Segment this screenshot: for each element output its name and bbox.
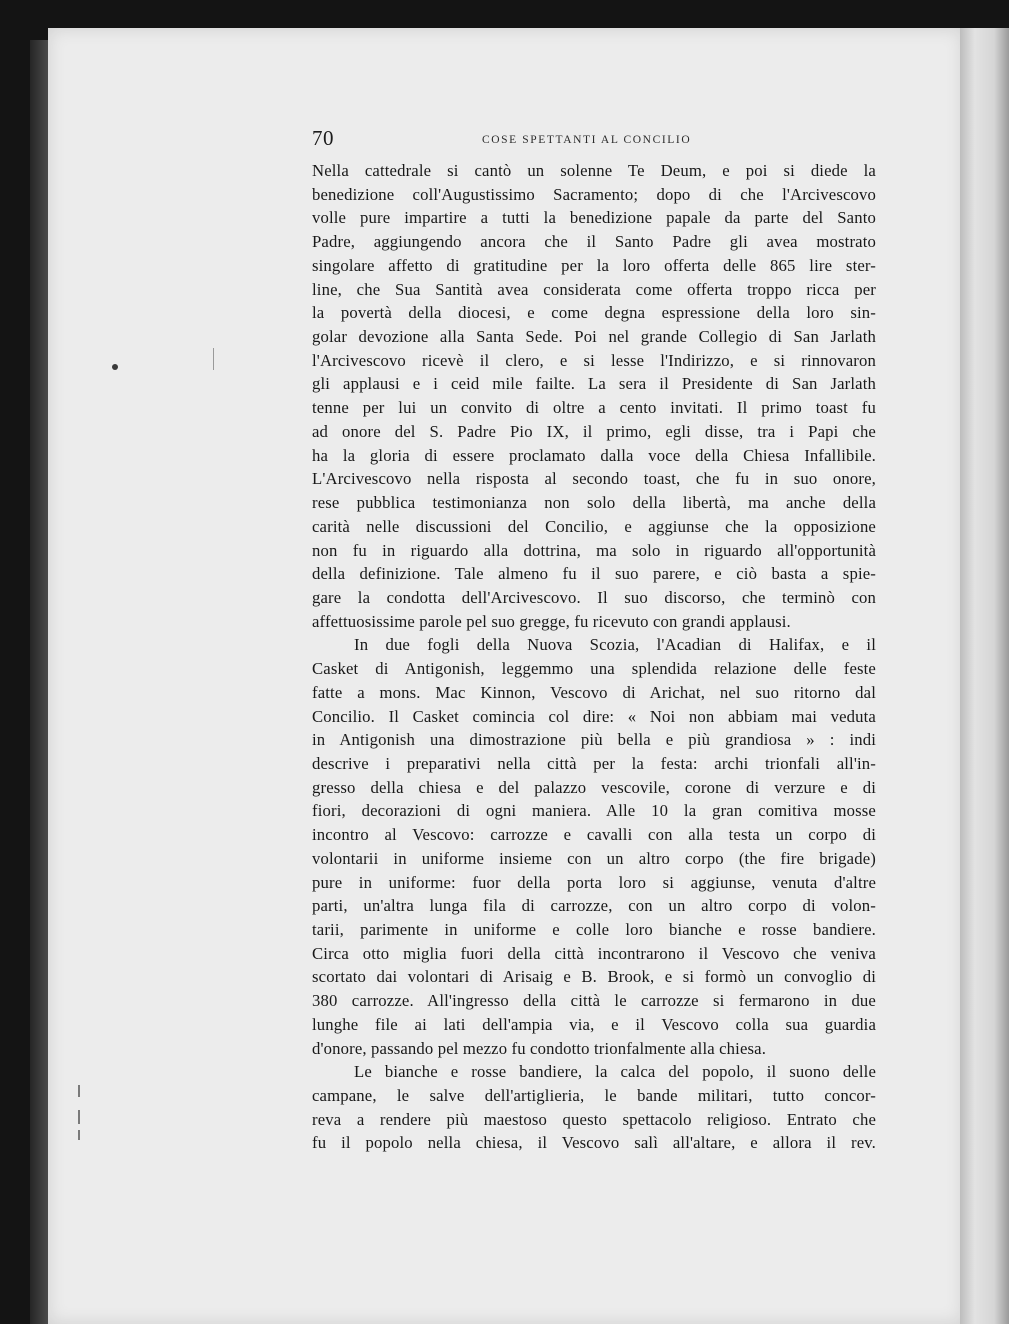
scan-speck bbox=[78, 1130, 80, 1140]
text-line: gare la condotta dell'Arcivescovo. Il suo discorso, che terminò con bbox=[312, 587, 876, 607]
text-line: affettuosissime parole pel suo gregge, fu ricevuto con grandi applausi. bbox=[312, 611, 791, 631]
scan-speck bbox=[213, 348, 214, 370]
text-line: tenne per lui un convito di oltre a cento invitati. Il primo toast fu bbox=[312, 398, 876, 418]
text-line: ha la gloria di essere proclamato dalla voce della Chiesa Infallibile. bbox=[312, 445, 876, 465]
text-line: descrive i preparativi nella città per la festa: archi trionfali all'in- bbox=[312, 753, 876, 773]
text-line: benedizione coll'Augustissimo Sacramento; dopo di che l'Arcivescovo bbox=[312, 184, 876, 204]
text-line: pure in uniforme: fuor della porta loro si aggiunse, venuta d'altre bbox=[312, 872, 876, 892]
body-text bbox=[312, 159, 876, 1155]
text-line: gli applausi e i ceid mile failte. La sera il Presidente di San Jarlath bbox=[312, 374, 876, 394]
text-line: Casket di Antigonish, leggemmo una splendida relazione delle feste bbox=[312, 659, 876, 679]
text-line: reva a rendere più maestoso questo spettacolo religioso. Entrato che bbox=[312, 1109, 876, 1129]
text-line: scortato dai volontari di Arisaig e B. Brook, e si formò un convoglio di bbox=[312, 967, 876, 987]
scan-speck bbox=[112, 364, 118, 370]
text-line: parti, un'altra lunga fila di carrozze, con un altro corpo di volon- bbox=[312, 896, 876, 916]
scan-speck bbox=[78, 1085, 80, 1097]
page-edge bbox=[960, 28, 1009, 1324]
text-line: campane, le salve dell'artiglieria, le bande militari, tutto concor- bbox=[312, 1086, 876, 1106]
text-line: d'onore, passando pel mezzo fu condotto trionfalmente alla chiesa. bbox=[312, 1038, 767, 1058]
page-number: 70 bbox=[312, 126, 334, 150]
text-line: fiori, decorazioni di ogni maniera. Alle 10 la gran comitiva mosse bbox=[312, 801, 876, 821]
text-line: in Antigonish una dimostrazione più bella e più grandiosa » : indi bbox=[312, 730, 876, 750]
text-line: lunghe file ai lati dell'ampia via, e il Vescovo colla sua guardia bbox=[312, 1014, 876, 1034]
text-line: volontarii in uniforme insieme con un altro corpo (the fire brigade) bbox=[312, 848, 876, 868]
text-line: della definizione. Tale almeno fu il suo parere, e ciò basta a spie- bbox=[312, 564, 876, 584]
text-line: 380 carrozze. All'ingresso della città le carrozze si fermarono in due bbox=[312, 991, 876, 1011]
text-line: Le bianche e rosse bandiere, la calca del popolo, il suono delle bbox=[354, 1062, 876, 1082]
text-line: rese pubblica testimonianza non solo della libertà, ma anche della bbox=[312, 493, 876, 513]
text-line: Padre, aggiungendo ancora che il Santo Padre gli avea mostrato bbox=[312, 232, 876, 252]
running-head: COSE SPETTANTI AL CONCILIO bbox=[482, 134, 692, 146]
text-line: fu il popolo nella chiesa, il Vescovo salì all'altare, e allora il rev. bbox=[312, 1133, 876, 1153]
text-line: incontro al Vescovo: carrozze e cavalli con alla testa un corpo di bbox=[312, 825, 876, 845]
text-line: carità nelle discussioni del Concilio, e aggiunse che la opposizione bbox=[312, 516, 876, 536]
text-line: fatte a mons. Mac Kinnon, Vescovo di Arichat, nel suo ritorno dal bbox=[312, 682, 876, 702]
text-line: line, che Sua Santità avea considerata come offerta troppo ricca per bbox=[312, 279, 876, 299]
scan-speck bbox=[78, 1110, 80, 1124]
text-line: l'Arcivescovo ricevè il clero, e si lesse l'Indirizzo, e si rinnovaron bbox=[312, 350, 876, 370]
text-line: la povertà della diocesi, e come degna espressione della loro sin- bbox=[312, 303, 876, 323]
text-line: In due fogli della Nuova Scozia, l'Acadian di Halifax, e il bbox=[354, 635, 876, 655]
text-line: L'Arcivescovo nella risposta al secondo toast, che fu in suo onore, bbox=[312, 469, 876, 489]
text-line: Circa otto miglia fuori della città incontrarono il Vescovo che veniva bbox=[312, 943, 876, 963]
text-line: golar devozione alla Santa Sede. Poi nel grande Collegio di San Jarlath bbox=[312, 327, 876, 347]
text-line: Concilio. Il Casket comincia col dire: « Noi non abbiam mai veduta bbox=[312, 706, 876, 726]
text-line: ad onore del S. Padre Pio IX, il primo, egli disse, tra i Papi che bbox=[312, 421, 876, 441]
text-line: singolare affetto di gratitudine per la loro offerta delle 865 lire ster- bbox=[312, 255, 876, 275]
text-line: tarii, parimente in uniforme e colle loro bianche e rosse bandiere. bbox=[312, 920, 876, 939]
text-line: volle pure impartire a tutti la benedizione papale da parte del Santo bbox=[312, 208, 876, 228]
text-line: gresso della chiesa e del palazzo vescovile, corone di verzure e di bbox=[312, 777, 876, 797]
book-spine-shadow bbox=[30, 40, 48, 1324]
text-line: non fu in riguardo alla dottrina, ma solo in riguardo all'opportunità bbox=[312, 540, 876, 560]
text-line: Nella cattedrale si cantò un solenne Te Deum, e poi si diede la bbox=[312, 161, 876, 180]
page-header bbox=[312, 126, 876, 156]
